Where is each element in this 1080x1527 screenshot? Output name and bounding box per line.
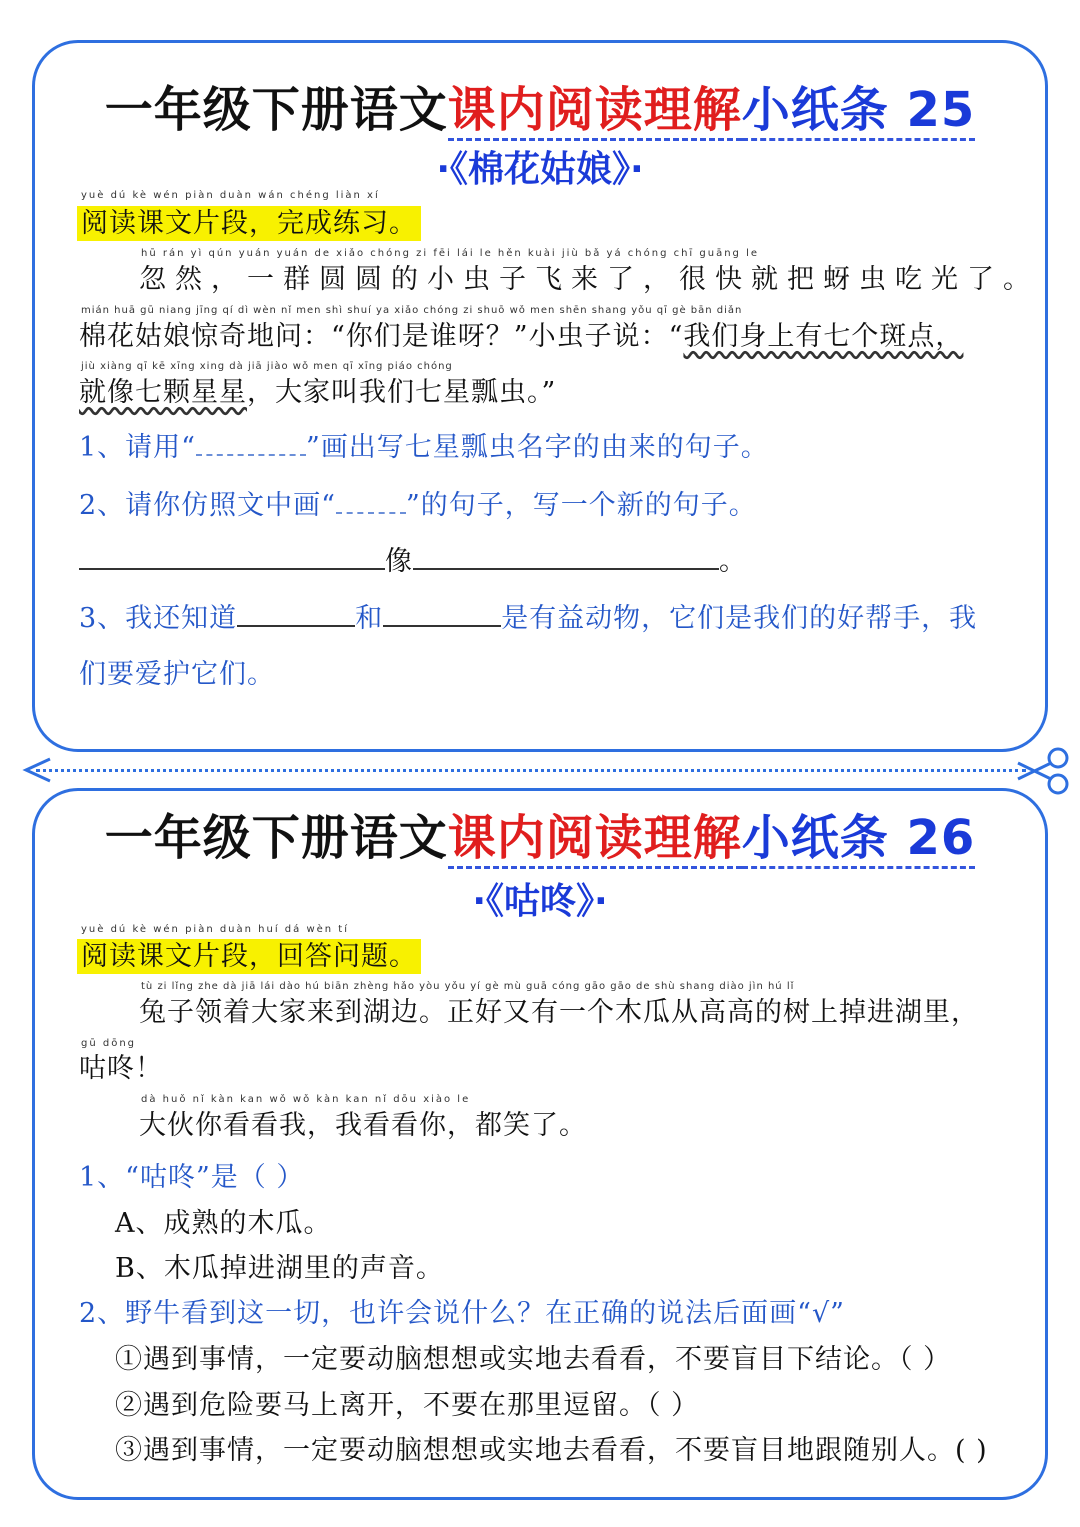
dotted-line-sample: [336, 512, 406, 514]
paragraph3-pinyin: jiù xiàng qī kē xīng xing dà jiā jiào wǒ men qī xīng piáo chóng: [81, 361, 453, 372]
paragraph2-marked-text: 我们身上有七个斑点，: [683, 321, 964, 352]
worksheet-card-26: [32, 788, 1048, 1500]
instruction-text: 阅读课文片段，完成练习。: [77, 206, 421, 241]
instruction: [77, 934, 421, 973]
paragraph1-pinyin: hū rán yì qún yuán yuán de xiǎo chóng zi fēi lái le hěn kuài jiù bǎ yá chóng chī guāng le: [141, 248, 759, 259]
question1: [79, 425, 769, 464]
question3-text-b: 和: [355, 603, 384, 634]
question3-continued: 们要爱护它们。: [79, 659, 275, 690]
instruction: [77, 201, 421, 240]
question2-option-3[interactable]: ③遇到事情，一定要动脑想想或实地去看看，不要盲目地跟随别人。( ): [115, 1435, 988, 1466]
answer-blank-1[interactable]: [79, 540, 385, 570]
paragraph1: 兔子领着大家来到湖边。正好又有一个木瓜从高高的树上掉进湖里，: [139, 997, 979, 1028]
title-part-number: 小纸条 26: [742, 810, 976, 869]
question3: [79, 596, 977, 635]
question2-option-1[interactable]: ①遇到事情，一定要动脑想想或实地去看看，不要盲目下结论。（ ）: [115, 1344, 952, 1375]
instruction-pinyin: yuè dú kè wén piàn duàn wán chéng liàn xí: [81, 190, 380, 201]
question3-text-a: 3、我还知道: [79, 603, 238, 634]
lesson-subtitle: ·《棉花姑娘》·: [436, 149, 644, 190]
question2-answer-line: [79, 539, 747, 578]
worksheet-card-25: [32, 40, 1048, 752]
scissors-icon: [1012, 746, 1072, 796]
question3-text-c: 是有益动物，它们是我们的好帮手，我: [501, 603, 978, 634]
question3-blank-2[interactable]: [383, 597, 501, 627]
paragraph2-pinyin: mián huā gū niang jīng qí dì wèn nǐ men shì shuí ya xiǎo chóng zi shuō wǒ men shēn shang yǒu qī gè bān diǎn: [81, 305, 743, 316]
question1-text-a: 1、请用“: [79, 432, 196, 463]
question3-blank-1[interactable]: [237, 597, 355, 627]
lesson-subtitle: ·《咕咚》·: [472, 881, 608, 922]
question1-option-a[interactable]: A、成熟的木瓜。: [115, 1208, 332, 1239]
wavy-line-sample: [196, 454, 306, 456]
paragraph3-marked-text: 就像七颗星星: [79, 377, 247, 408]
paragraph1: 忽然，一群圆圆的小虫子飞来了，很快就把蚜虫吃光了。: [139, 264, 1039, 295]
title-part-grade: 一年级下册语文: [104, 810, 448, 866]
instruction-text: 阅读课文片段，回答问题。: [77, 939, 421, 974]
paragraph3-pinyin: dà huǒ nǐ kàn kan wǒ wǒ kàn kan nǐ dōu xiào le: [141, 1094, 471, 1105]
answer-mid-word: 像: [385, 546, 413, 577]
paragraph2: [79, 314, 963, 353]
worksheet-title: [35, 799, 1045, 868]
left-arrow-icon: [22, 757, 52, 783]
instruction-pinyin: yuè dú kè wén piàn duàn huí dá wèn tí: [81, 924, 349, 935]
cut-line: [36, 769, 1026, 772]
title-part-number: 小纸条 25: [742, 82, 976, 141]
question1-text-b: ”画出写七星瓢虫名字的由来的句子。: [305, 432, 769, 463]
paragraph3-text: ，大家叫我们七星瓢虫。”: [247, 377, 557, 408]
title-part-reading: 课内阅读理解: [448, 810, 742, 869]
title-part-grade: 一年级下册语文: [104, 82, 448, 138]
question2-option-2[interactable]: ②遇到危险要马上离开，不要在那里逗留。（ ）: [115, 1390, 700, 1421]
paragraph1-pinyin: tù zi lǐng zhe dà jiā lái dào hú biān zhèng hǎo yòu yǒu yí gè mù guā cóng gāo gāo de shù shang diào jìn hú lǐ: [141, 981, 795, 992]
question2: [79, 483, 757, 522]
question2: 2、野牛看到这一切，也许会说什么？在正确的说法后面画“√”: [79, 1298, 845, 1329]
answer-end-mark: 。: [719, 546, 747, 577]
question2-text-b: ”的句子，写一个新的句子。: [405, 490, 757, 521]
title-part-reading: 课内阅读理解: [448, 82, 742, 141]
paragraph3: 大伙你看看我，我看看你，都笑了。: [139, 1110, 587, 1141]
paragraph3: [79, 370, 556, 409]
question1: 1、“咕咚”是（ ）: [79, 1162, 305, 1193]
paragraph2-pinyin: gū dōng: [81, 1038, 137, 1049]
paragraph2: 咕咚！: [79, 1053, 163, 1084]
answer-blank-2[interactable]: [413, 540, 719, 570]
question1-option-b[interactable]: B、木瓜掉进湖里的声音。: [115, 1253, 444, 1284]
paragraph2-text: 棉花姑娘惊奇地问：“你们是谁呀？”小虫子说：“: [79, 321, 684, 352]
worksheet-title: [35, 71, 1045, 140]
question2-text-a: 2、请你仿照文中画“: [79, 490, 336, 521]
